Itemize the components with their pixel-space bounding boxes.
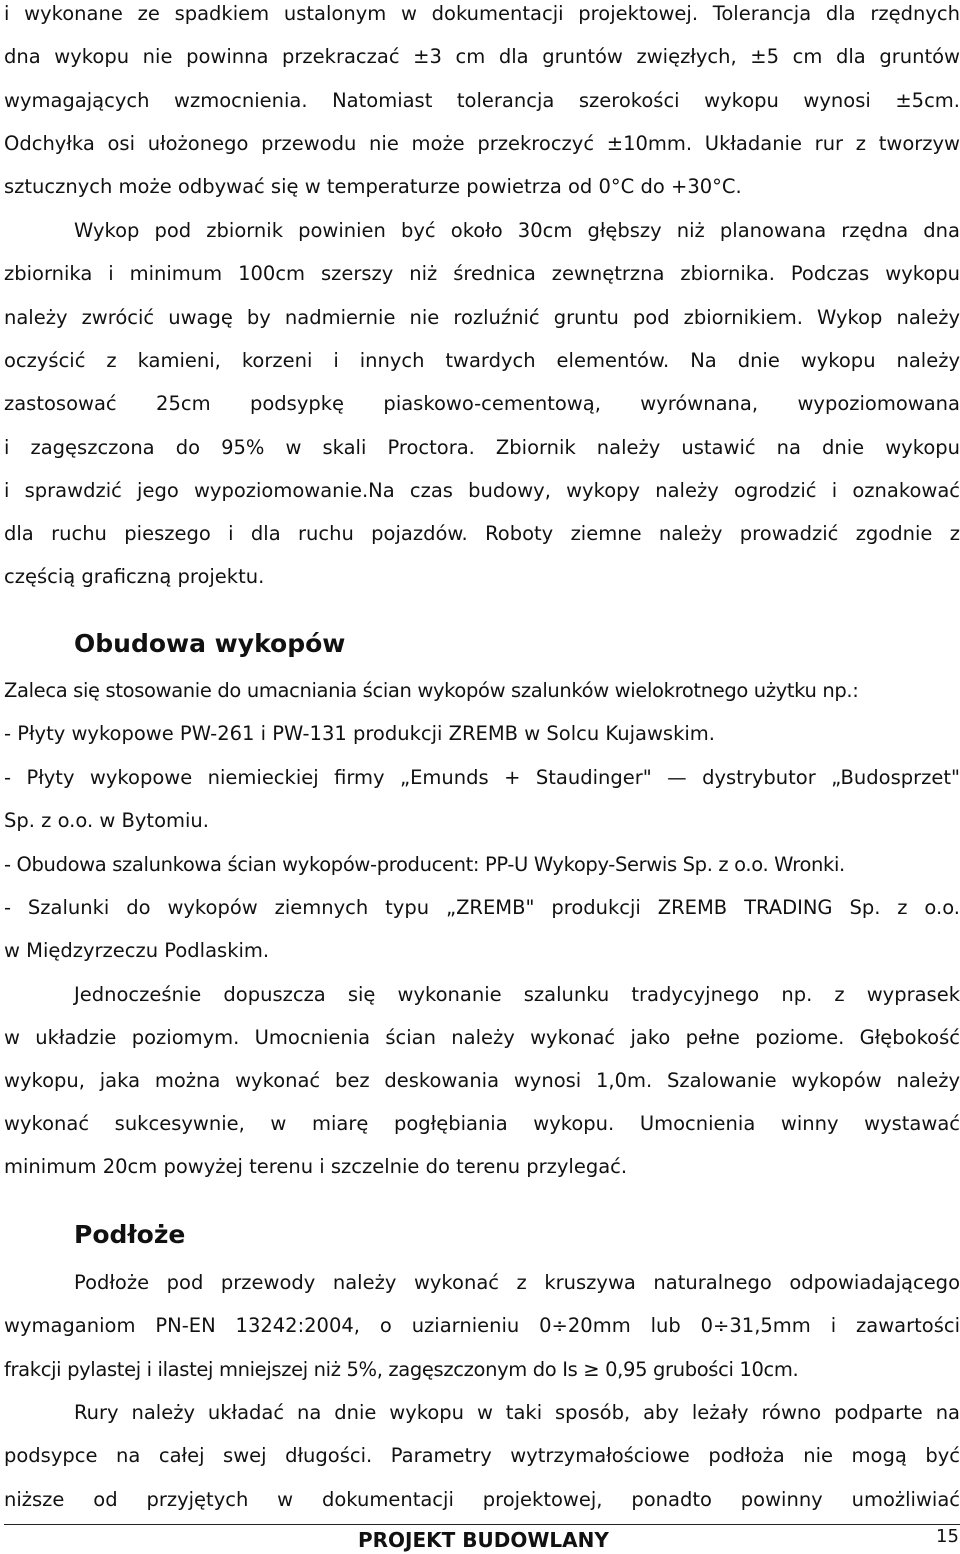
text-line: częścią graficzną projektu. [4, 565, 265, 588]
text-line: zbiornika i minimum 100cm szerszy niż średnica zewnętrzna zbiornika. Podczas wykopu [4, 262, 960, 285]
text-line: Odchyłka osi ułożonego przewodu nie może przekroczyć ±10mm. Układanie rur z tworzyw [4, 132, 960, 155]
text-line: dla ruchu pieszego i dla ruchu pojazdów. Roboty ziemne należy prowadzić zgodnie z [4, 522, 960, 545]
text-line: oczyścić z kamieni, korzeni i innych twardych elementów. Na dnie wykopu należy [4, 349, 960, 372]
text-line: w układzie poziomym. Umocnienia ścian należy wykonać jako pełne poziome. Głębokość [4, 1026, 960, 1049]
text-line: i sprawdzić jego wypoziomowanie.Na czas budowy, wykopy należy ogrodzić i oznakować [4, 479, 960, 502]
page-number: 15 [936, 1526, 959, 1547]
text-line: Zaleca się stosowanie do umacniania ścian wykopów szalunków wielokrotnego użytku np.: [4, 679, 859, 702]
text-line: dna wykopu nie powinna przekraczać ±3 cm dla gruntów zwięzłych, ±5 cm dla gruntów [4, 45, 960, 68]
text-line: w Międzyrzeczu Podlaskim. [4, 939, 270, 962]
list-item: - Płyty wykopowe PW-261 i PW-131 produkcji ZREMB w Solcu Kujawskim. [4, 722, 715, 745]
text-line: i zagęszczona do 95% w skali Proctora. Zbiornik należy ustawić na dnie wykopu [4, 436, 960, 459]
list-item: - Szalunki do wykopów ziemnych typu „ZREMB" produkcji ZREMB TRADING Sp. z o.o. [4, 896, 960, 919]
text-line: frakcji pylastej i ilastej mniejszej niż 5%, zagęszczonym do Is ≥ 0,95 grubości 10cm. [4, 1358, 799, 1381]
text-line: podsypce na całej swej długości. Parametry wytrzymałościowe podłoża nie mogą być [4, 1444, 960, 1467]
text-line: Rury należy układać na dnie wykopu w taki sposób, aby leżały równo podparte na [74, 1401, 960, 1424]
list-item: - Obudowa szalunkowa ścian wykopów-producent: PP-U Wykopy-Serwis Sp. z o.o. Wronki. [4, 853, 845, 876]
section-heading-obudowa: Obudowa wykopów [74, 629, 346, 658]
text-line: wymaganiom PN-EN 13242:2004, o uziarnieniu 0÷20mm lub 0÷31,5mm i zawartości [4, 1314, 960, 1337]
text-line: niższe od przyjętych w dokumentacji projektowej, ponadto powinny umożliwiać [4, 1488, 960, 1511]
text-line: wykonać sukcesywnie, w miarę pogłębiania wykopu. Umocnienia winny wystawać [4, 1112, 960, 1135]
section-heading-podloze: Podłoże [74, 1220, 186, 1249]
text-line: należy zwrócić uwagę by nadmiernie nie rozluźnić gruntu pod zbiornikiem. Wykop należy [4, 306, 960, 329]
text-line: Jednocześnie dopuszcza się wykonanie szalunku tradycyjnego np. z wyprasek [74, 983, 960, 1006]
text-line: zastosować 25cm podsypkę piaskowo-cementową, wyrównana, wypoziomowana [4, 392, 960, 415]
text-line: i wykonane ze spadkiem ustalonym w dokumentacji projektowej. Tolerancja dla rzędnych [4, 2, 960, 25]
list-item: - Płyty wykopowe niemieckiej firmy „Emunds + Staudinger" — dystrybutor „Budosprzet" [4, 766, 960, 789]
text-line: minimum 20cm powyżej terenu i szczelnie do terenu przylegać. [4, 1155, 628, 1178]
text-line: Wykop pod zbiornik powinien być około 30cm głębszy niż planowana rzędna dna [74, 219, 960, 242]
footer-title: PROJEKT BUDOWLANY [358, 1528, 609, 1552]
text-line: wykopu, jaka można wykonać bez deskowania wynosi 1,0m. Szalowanie wykopów należy [4, 1069, 960, 1092]
footer-divider [4, 1524, 960, 1525]
text-line: sztucznych może odbywać się w temperaturze powietrza od 0°C do +30°C. [4, 175, 742, 198]
text-line: wymagających wzmocnienia. Natomiast tolerancja szerokości wykopu wynosi ±5cm. [4, 89, 960, 112]
text-line: Podłoże pod przewody należy wykonać z kruszywa naturalnego odpowiadającego [74, 1271, 960, 1294]
text-line: Sp. z o.o. w Bytomiu. [4, 809, 209, 832]
